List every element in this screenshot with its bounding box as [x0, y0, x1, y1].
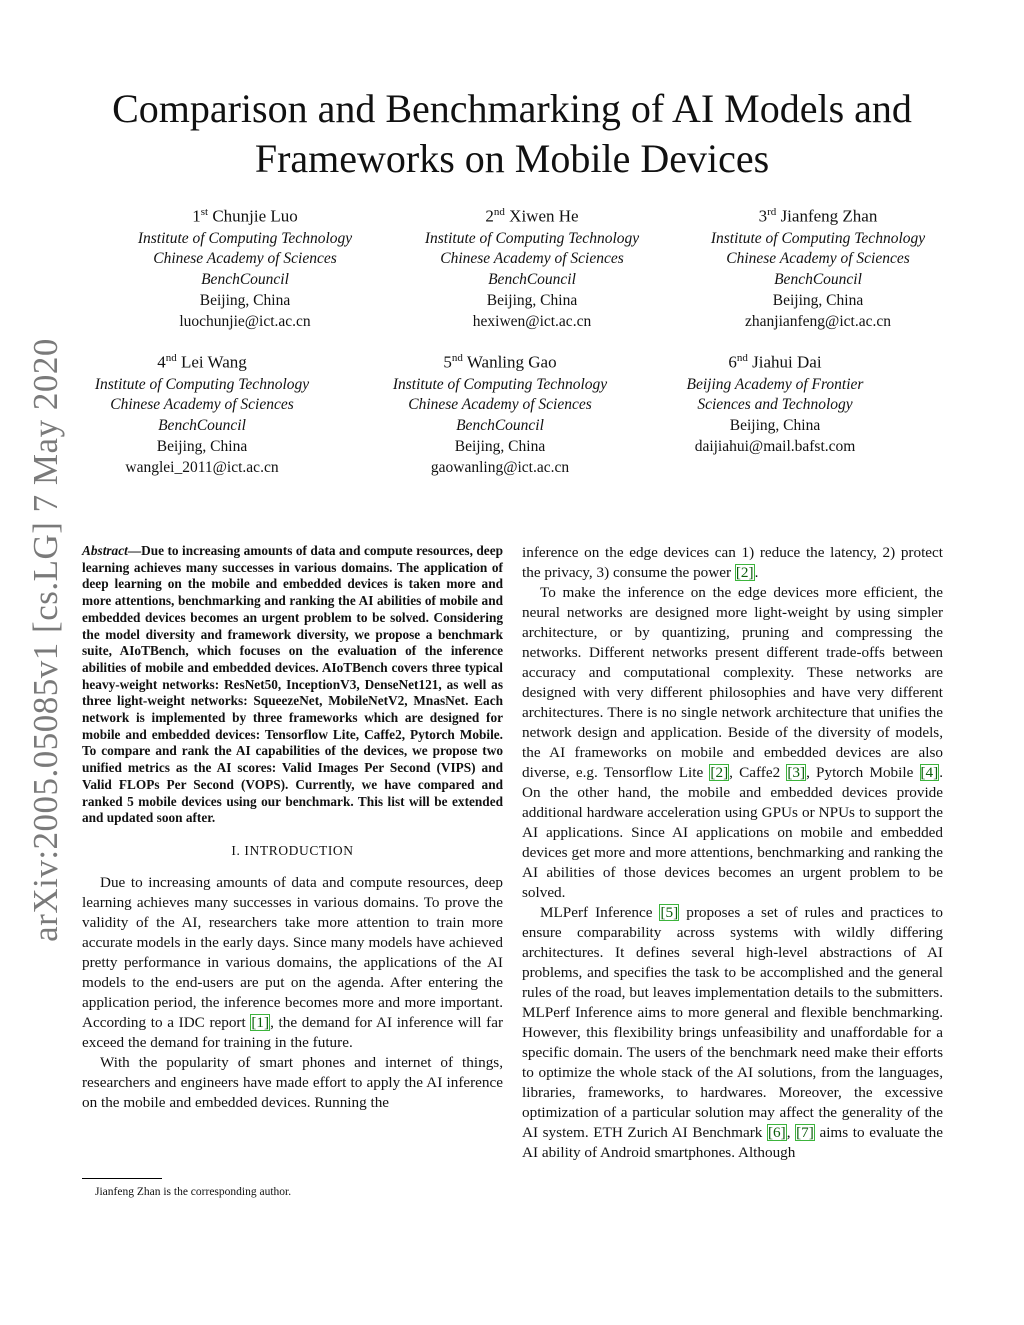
paragraph: Due to increasing amounts of data and compute resources, deep learning achieves many successes in various domains. To prove the validity of the AI, researchers take more attention to train more accurate models in the early days. Since many models have achieved pretty performance in various domains, the applications of the AI models to the end-users are put on the agenda. After entering the application period, the inference becomes more and more important. According to a IDC report [1], the demand for AI inference will far exceed the demand for training in the future. — [82, 873, 503, 1051]
author-affiliation: Institute of Computing Technology — [137, 229, 353, 247]
author-affiliation: BenchCouncil — [774, 271, 862, 289]
citation-link[interactable]: [7] — [796, 1124, 814, 1141]
paragraph: With the popularity of smart phones and internet of things, researchers and engineers have made effort to apply the AI inference on the mobile and embedded devices. Running the — [82, 1053, 503, 1111]
author-city: Beijing, China — [772, 292, 864, 310]
author-email: luochunjie@ict.ac.cn — [179, 312, 311, 330]
arxiv-identifier-stamp: arXiv:2005.05085v1 [cs.LG] 7 May 2020 — [26, 338, 65, 942]
author-block — [350, 346, 650, 479]
author-affiliation: Chinese Academy of Sciences — [408, 396, 592, 414]
author-affiliation: Institute of Computing Technology — [94, 375, 310, 393]
author-affiliation: BenchCouncil — [158, 417, 246, 435]
paragraph: MLPerf Inference [5] proposes a set of rules and practices to ensure comparability across systems with wildly differing architectures. It defines several high-level abstractions of AI problems, and specifies the task to be accomplished and the general rules of the road, but leaves implementation details to the submitters. MLPerf Inference aims to more general and flexible benchmarking. However, this flexibility brings unfeasibility and unaffordable for a specific domain. The users of the benchmark need make their efforts to optimize the whole stack of the AI solutions, from the languages, libraries, frameworks, to hardwares. Moreover, the excessive optimization of a particular solution may affect the generality of the AI system. ETH Zurich AI Benchmark [6], [7] aims to evaluate the AI ability of Android smartphones. Although — [522, 904, 943, 1161]
author-city: Beijing, China — [729, 417, 821, 435]
author-block — [382, 200, 682, 333]
author-affiliation: Institute of Computing Technology — [710, 229, 926, 247]
author-email: gaowanling@ict.ac.cn — [430, 458, 570, 476]
citation-link[interactable]: [5] — [660, 904, 679, 921]
author-affiliation: Chinese Academy of Sciences — [726, 250, 910, 268]
author-affiliation: Institute of Computing Technology — [424, 229, 640, 247]
author-email: zhanjianfeng@ict.ac.cn — [745, 312, 891, 330]
author-email: hexiwen@ict.ac.cn — [472, 312, 592, 330]
author-name: 5nd Wanling Gao — [443, 352, 557, 372]
author-city: Beijing, China — [454, 438, 546, 456]
paragraph: inference on the edge devices can 1) reduce the latency, 2) protect the privacy, 3) consume the power [2]. — [522, 544, 943, 581]
author-affiliation: Chinese Academy of Sciences — [440, 250, 624, 268]
citation-link[interactable]: [4] — [920, 764, 939, 781]
author-name: 2nd Xiwen He — [485, 206, 579, 226]
author-affiliation: Chinese Academy of Sciences — [153, 250, 337, 268]
author-city: Beijing, China — [156, 438, 248, 456]
citation-link[interactable]: [2] — [735, 564, 754, 581]
author-name: 4nd Lei Wang — [157, 352, 247, 372]
footnote: Jianfeng Zhan is the corresponding author. — [95, 1186, 292, 1198]
author-name: 1st Chunjie Luo — [192, 206, 298, 226]
author-name: 6nd Jiahui Dai — [728, 352, 822, 372]
author-affiliation: Chinese Academy of Sciences — [110, 396, 294, 414]
author-affiliation: BenchCouncil — [456, 417, 544, 435]
citation-link[interactable]: [1] — [251, 1013, 270, 1031]
paper-title: Comparison and Benchmarking of AI Models and Frameworks on Mobile Devices — [112, 86, 912, 181]
author-affiliation: Beijing Academy of Frontier — [686, 375, 864, 393]
citation-link[interactable]: [2] — [710, 764, 729, 781]
author-email: wanglei_2011@ict.ac.cn — [125, 458, 279, 476]
section-heading-introduction: I. INTRODUCTION — [231, 842, 354, 858]
author-city: Beijing, China — [199, 292, 291, 310]
author-city: Beijing, China — [486, 292, 578, 310]
author-affiliation: BenchCouncil — [488, 271, 576, 289]
author-affiliation: BenchCouncil — [201, 271, 289, 289]
abstract — [82, 543, 503, 827]
abstract-label: Abstract — [82, 543, 128, 558]
author-block — [95, 200, 395, 333]
paragraph: To make the inference on the edge devices more efficient, the neural networks are designed more light-weight by using simpler architecture, or by quantizing, pruning and compressing the networks. Different networks present different trade-offs between accuracy and computational complexity. These networks are designed with very different philosophies and have very different architectures. There is no single network architecture that unifies the network design and application. Beside of the diversity of models, the AI frameworks on mobile and embedded devices are also diverse, e.g. Tensorflow Lite [2], Caffe2 [3], Pytorch Mobile [4]. On the other hand, the mobile and embedded devices provide additional hardware acceleration using GPUs or NPUs to support the AI applications. Since AI applications on mobile and embedded devices get more and more attentions, benchmarking and ranking the AI abilities of those devices becomes an urgent problem to be solved. — [522, 584, 944, 901]
author-affiliation: Sciences and Technology — [697, 396, 853, 414]
author-name: 3rd Jianfeng Zhan — [758, 206, 878, 226]
left-column — [82, 543, 503, 1113]
citation-link[interactable]: [6] — [767, 1124, 786, 1141]
citation-link[interactable]: [3] — [787, 764, 806, 781]
author-affiliation: Institute of Computing Technology — [392, 375, 608, 393]
abstract-text: —Due to increasing amounts of data and compute resources, deep learning achieves many successes in various domains. The application of deep learning on the mobile and embedded devices is taken more and more attentions, benchmarking and ranking the AI abilities of mobile and embedded devices becomes an urgent problem to be solved. Considering the model diversity and framework diversity, we propose a benchmark suite, AIoTBench, which focuses on the evaluation of the inference abilities of mobile and embedded devices. AIoTBench covers three typical heavy-weight networks: ResNet50, InceptionV3, DenseNet121, as well as three light-weight networks: SqueezeNet, MobileNetV2, MnasNet. Each network is implemented by three frameworks which are designed for mobile and embedded devices: Tensorflow Lite, Caffe2, Pytorch Mobile. To compare and rank the AI capabilities of the devices, we propose two unified metrics as the AI scores: Valid Images Per Second (VIPS) and Valid FLOPs Per Second (VOPS). Currently, we have compared and ranked 5 mobile devices using our benchmark. This list will be extended and updated soon after. — [82, 543, 503, 826]
author-email: daijiahui@mail.bafst.com — [694, 438, 856, 456]
author-block — [625, 346, 925, 458]
author-block — [52, 346, 352, 479]
footnote-divider — [82, 1178, 162, 1179]
right-column — [522, 543, 943, 1163]
author-block — [668, 200, 968, 333]
